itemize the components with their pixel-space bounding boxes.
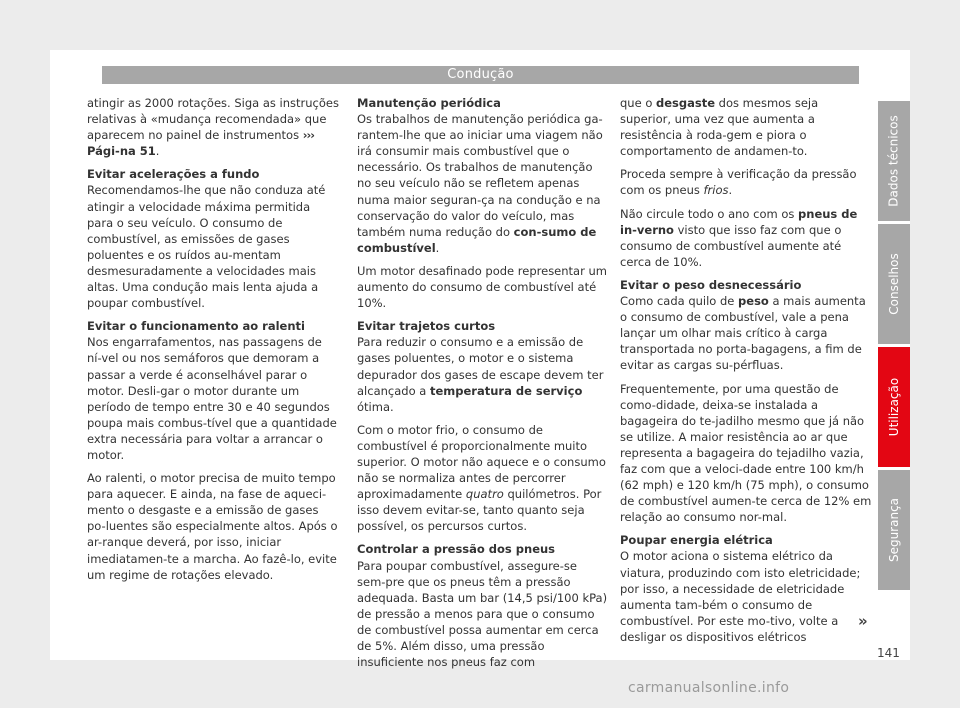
page-header: Condução [102,66,859,84]
paragraph: Proceda sempre à verificação da pressão com os pneus frios. [620,167,857,198]
tab-dados-tecnicos[interactable]: Dados técnicos [878,101,910,221]
text-column-3 [620,95,872,652]
tab-conselhos[interactable]: Conselhos [878,224,910,344]
text-column-2 [357,95,609,677]
continue-arrow-icon: » [858,612,868,630]
paragraph: Nos engarrafamentos, nas passagens de ní-vel ou nos semáforos que demoram a passar a verde é aconselhável parar o motor. Desli-gar o motor durante um período de tempo entre 30 e 40 segundos poupa mais combus-tível que a quantidade extra necessária para voltar a arrancar o motor. [87,335,337,462]
section-heading: Poupar energia elétrica [620,533,773,548]
paragraph: Com o motor frio, o consumo de combustível é proporcionalmente muito superior. O motor não aquece e o consumo não se normaliza antes de percorrer aproximadamente quatro quilómetros. Por isso devem evitar-se, tanto quanto seja possível, os percursos curtos. [357,422,606,534]
paragraph: Para poupar combustível, assegure-se sem-pre que os pneus têm a pressão adequada. Basta um bar (14,5 psi/100 kPa) de pressão a menos para que o consumo de combustível possa aumentar em cerca de 5%. Além disso, uma pressão insuficiente nos pneus faz com [357,558,608,670]
paragraph: que o desgaste dos mesmos seja superior, uma vez que aumenta a resistência à roda-gem e piora o comportamento de andamen-to. [620,96,819,159]
paragraph: Os trabalhos de manutenção periódica ga-rantem-lhe que ao iniciar uma viagem não irá consumir mais combustível que o necessário. Os trabalhos de manutenção no seu veículo não se refletem apenas numa maior seguran-ça na condução e na conservação do valor do veículo, mas também numa redução do con-sumo de combustível. [357,112,603,255]
section-heading: Controlar a pressão dos pneus [357,542,556,557]
watermark: carmanualsonline.info [628,680,790,696]
paragraph: Um motor desafinado pode representar um aumento do consumo de combustível até 10%. [357,263,607,311]
cross-reference-arrows: ››› [302,128,314,143]
section-heading: Evitar o peso desnecessário [620,277,802,292]
page-number: 141 [877,646,900,660]
paragraph: Para reduzir o consumo e a emissão de gases poluentes, o motor e o sistema depurador dos gases de escape devem ter alcançado a temperatura de serviço ótima. [357,335,604,414]
page-reference-link[interactable]: Pági-na 51 [87,144,156,159]
tab-seguranca[interactable]: Segurança [878,470,910,590]
section-heading: Evitar trajetos curtos [357,319,496,334]
section-heading: Manutenção periódica [357,96,501,110]
paragraph: Recomendamos-lhe que não conduza até atingir a velocidade máxima permitida para o seu veículo. O consumo de combustível, as emissões de gases poluentes e os ruídos au-mentam desmesuradamente a velocidades mais altas. Uma condução mais lenta ajuda a poupar combustível. [87,183,326,311]
tab-utilizacao[interactable]: Utilização [878,347,910,467]
paragraph: O motor aciona o sistema elétrico da viatura, produzindo com isto eletricidade; por isso, a necessidade de eletricidade aumenta tam-bém o consumo de combustível. Por este mo-tivo, volte a desligar os dispositivos elétricos [620,549,861,644]
section-heading: Evitar o funcionamento ao ralenti [87,319,305,334]
text-column-1 [87,95,339,590]
paragraph: Como cada quilo de peso a mais aumenta o consumo de combustível, vale a pena lançar um olhar mais crítico à carga transportada no porta-bagagens, a fim de evitar as cargas su-pérfluas. [620,294,866,373]
paragraph: Frequentemente, por uma questão de como-didade, deixa-se instalada a bagageira do te-jadilho mesmo que já não se utilize. A maior resistência ao ar que representa a bagageira do tejadilho vazia, faz com que a veloci-dade entre 100 km/h (62 mph) e 120 km/h (75 mph), o consumo de combustível aumen-te cerca de 12% em relação ao consumo nor-mal. [620,381,872,525]
paragraph: Não circule todo o ano com os pneus de in-verno visto que isso faz com que o consumo de combustível aumente até cerca de 10%. [620,206,858,269]
paragraph: Ao ralenti, o motor precisa de muito tempo para aquecer. E ainda, na fase de aqueci-mento o desgaste e a emissão de gases po-luentes são especialmente altos. Após o ar-ranque deverá, por isso, iniciar imediatamen-te a marcha. Ao fazê-lo, evite um regime de rotações elevado. [87,471,338,582]
section-heading: Evitar acelerações a fundo [87,167,260,182]
paragraph: atingir as 2000 rotações. Siga as instruções relativas à «mudança recomendada» que aparecem no painel de instrumentos ››› Pági-na 51. [87,96,339,159]
